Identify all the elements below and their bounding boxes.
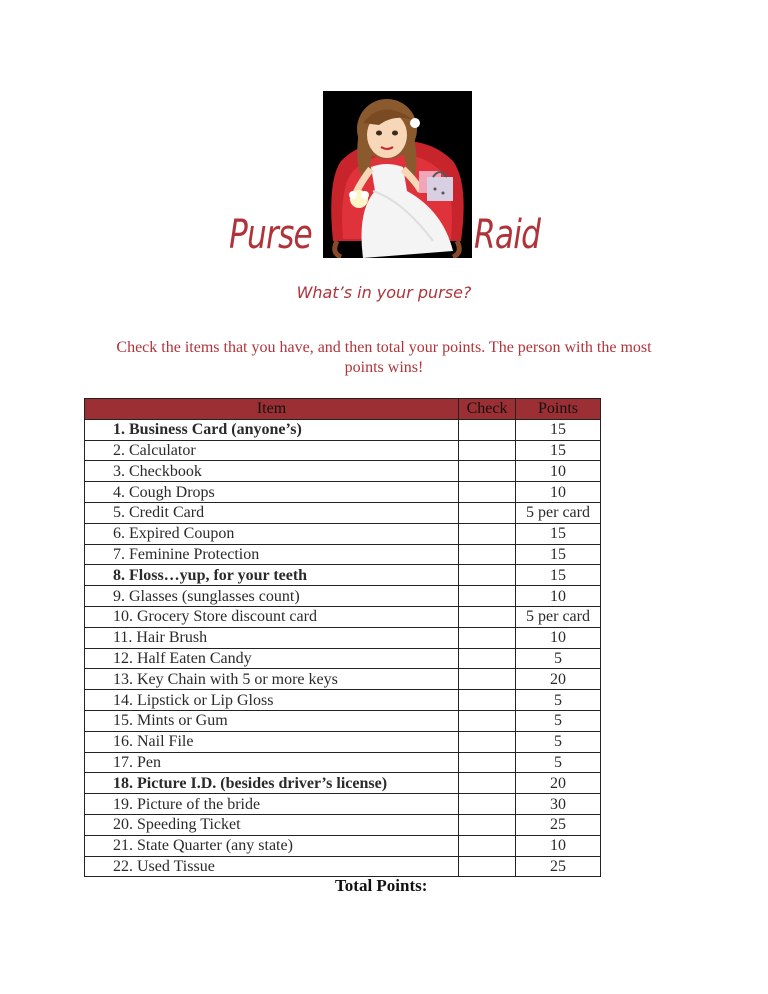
item-points: 30 xyxy=(516,794,601,815)
item-points: 5 xyxy=(516,731,601,752)
item-name: 14. Lipstick or Lip Gloss xyxy=(85,690,459,711)
item-name: 22. Used Tissue xyxy=(85,856,459,877)
table-row xyxy=(85,627,601,648)
check-box-cell[interactable] xyxy=(459,461,516,482)
item-points: 10 xyxy=(516,461,601,482)
header-points: Points xyxy=(516,399,601,420)
check-box-cell[interactable] xyxy=(459,814,516,835)
table-row xyxy=(85,710,601,731)
item-name: 20. Speeding Ticket xyxy=(85,814,459,835)
check-box-cell[interactable] xyxy=(459,502,516,523)
check-box-cell[interactable] xyxy=(459,606,516,627)
table-row xyxy=(85,835,601,856)
item-name: 11. Hair Brush xyxy=(85,627,459,648)
item-name: 2. Calculator xyxy=(85,440,459,461)
table-row xyxy=(85,856,601,877)
check-box-cell[interactable] xyxy=(459,752,516,773)
item-points: 15 xyxy=(516,419,601,440)
table-row xyxy=(85,544,601,565)
item-points: 10 xyxy=(516,627,601,648)
item-name: 8. Floss…yup, for your teeth xyxy=(85,565,459,586)
check-box-cell[interactable] xyxy=(459,648,516,669)
item-points: 5 xyxy=(516,710,601,731)
check-box-cell[interactable] xyxy=(459,794,516,815)
item-points: 20 xyxy=(516,773,601,794)
item-name: 7. Feminine Protection xyxy=(85,544,459,565)
table-row xyxy=(85,565,601,586)
item-name: 1. Business Card (anyone’s) xyxy=(85,419,459,440)
item-points: 25 xyxy=(516,856,601,877)
check-box-cell[interactable] xyxy=(459,544,516,565)
check-box-cell[interactable] xyxy=(459,440,516,461)
header-item: Item xyxy=(85,399,459,420)
item-points: 25 xyxy=(516,814,601,835)
title-purse: Purse xyxy=(229,212,312,258)
item-name: 18. Picture I.D. (besides driver’s license) xyxy=(85,773,459,794)
item-name: 19. Picture of the bride xyxy=(85,794,459,815)
check-box-cell[interactable] xyxy=(459,773,516,794)
item-name: 5. Credit Card xyxy=(85,502,459,523)
item-name: 13. Key Chain with 5 or more keys xyxy=(85,669,459,690)
check-box-cell[interactable] xyxy=(459,690,516,711)
item-name: 4. Cough Drops xyxy=(85,482,459,503)
check-box-cell[interactable] xyxy=(459,835,516,856)
item-points: 5 per card xyxy=(516,502,601,523)
item-name: 9. Glasses (sunglasses count) xyxy=(85,586,459,607)
check-box-cell[interactable] xyxy=(459,731,516,752)
table-row xyxy=(85,606,601,627)
table-row xyxy=(85,586,601,607)
table-row xyxy=(85,731,601,752)
table-row xyxy=(85,482,601,503)
bride-illustration xyxy=(323,91,472,258)
item-points: 5 xyxy=(516,690,601,711)
check-box-cell[interactable] xyxy=(459,482,516,503)
check-box-cell[interactable] xyxy=(459,627,516,648)
item-name: 21. State Quarter (any state) xyxy=(85,835,459,856)
item-points: 10 xyxy=(516,586,601,607)
item-points: 5 xyxy=(516,648,601,669)
item-points: 5 xyxy=(516,752,601,773)
item-name: 6. Expired Coupon xyxy=(85,523,459,544)
table-row xyxy=(85,440,601,461)
table-row xyxy=(85,523,601,544)
title-raid: Raid xyxy=(474,212,541,258)
table-row xyxy=(85,648,601,669)
table-row xyxy=(85,794,601,815)
item-points: 15 xyxy=(516,523,601,544)
tagline: What’s in your purse? xyxy=(296,283,472,302)
table-row xyxy=(85,502,601,523)
bride-on-chair-image xyxy=(323,91,472,258)
item-points: 10 xyxy=(516,835,601,856)
item-name: 16. Nail File xyxy=(85,731,459,752)
table-row xyxy=(85,419,601,440)
table-row xyxy=(85,752,601,773)
header-check: Check xyxy=(459,399,516,420)
table-row xyxy=(85,690,601,711)
item-points: 15 xyxy=(516,544,601,565)
item-points: 15 xyxy=(516,565,601,586)
table-row xyxy=(85,461,601,482)
check-box-cell[interactable] xyxy=(459,523,516,544)
check-box-cell[interactable] xyxy=(459,710,516,731)
item-points: 15 xyxy=(516,440,601,461)
item-points: 20 xyxy=(516,669,601,690)
check-box-cell[interactable] xyxy=(459,586,516,607)
item-name: 10. Grocery Store discount card xyxy=(85,606,459,627)
item-name: 12. Half Eaten Candy xyxy=(85,648,459,669)
check-box-cell[interactable] xyxy=(459,565,516,586)
table-header-row xyxy=(85,399,601,420)
check-box-cell[interactable] xyxy=(459,669,516,690)
item-name: 15. Mints or Gum xyxy=(85,710,459,731)
total-points-label: Total Points: xyxy=(335,876,428,895)
items-table xyxy=(84,398,601,877)
item-points: 5 per card xyxy=(516,606,601,627)
item-points: 10 xyxy=(516,482,601,503)
item-name: 3. Checkbook xyxy=(85,461,459,482)
check-box-cell[interactable] xyxy=(459,419,516,440)
table-row xyxy=(85,814,601,835)
table-row xyxy=(85,669,601,690)
table-row xyxy=(85,773,601,794)
item-name: 17. Pen xyxy=(85,752,459,773)
check-box-cell[interactable] xyxy=(459,856,516,877)
instructions-text: Check the items that you have, and then total your points. The person with the most points wins! xyxy=(116,339,652,376)
